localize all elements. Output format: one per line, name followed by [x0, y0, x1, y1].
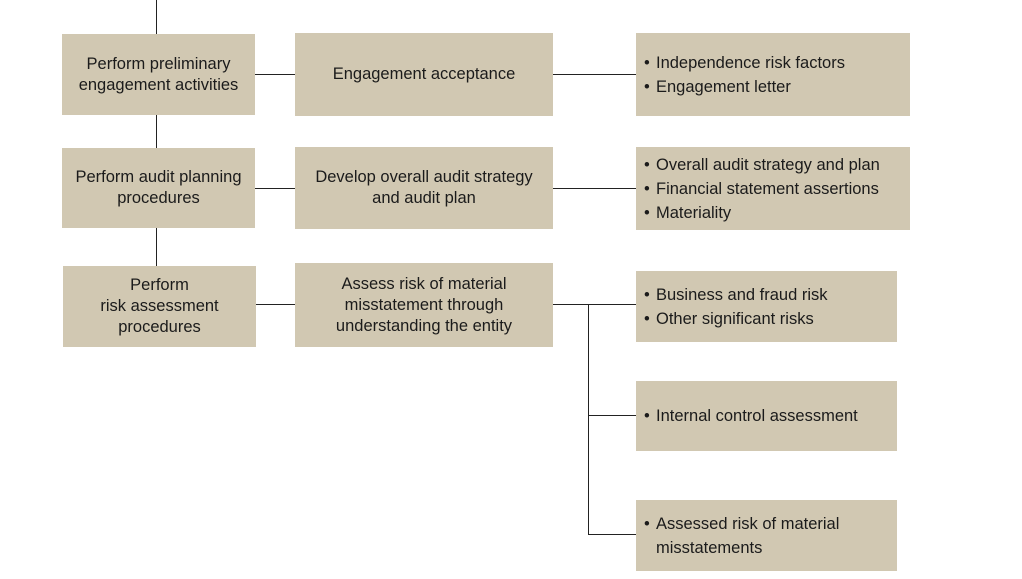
outcome-box-engagement-acceptance: [295, 33, 553, 116]
connector-detail-3c: [588, 534, 636, 535]
detail-bullet-list: [644, 512, 859, 560]
detail-bullet-item: • Materiality: [644, 201, 880, 225]
outcome-label-line: Develop overall audit strategy: [315, 168, 533, 186]
step-label-line: Perform preliminary: [86, 54, 231, 73]
outcome-box-assess-risk: [295, 263, 553, 347]
connector-middle-detail-1: [553, 74, 636, 75]
outcome-label-line: understanding the entity: [335, 316, 513, 335]
detail-box-risks: [636, 271, 897, 342]
outcome-label-line: Assess risk of material: [341, 274, 507, 293]
spine-connector-1-2: [156, 115, 157, 148]
detail-bullet-item: • Overall audit strategy and plan: [644, 153, 880, 177]
step-label-line: risk assessment: [100, 297, 219, 315]
detail-bullet-item: • Business and fraud risk: [644, 283, 828, 307]
detail-bullet-item: • Engagement letter: [644, 75, 845, 99]
connector-middle-detail-2: [553, 188, 636, 189]
detail-box-planning: [636, 147, 910, 230]
detail-bullet-item: • Internal control assessment: [644, 404, 858, 428]
detail-bullet-list: [644, 404, 858, 428]
detail-bullet-list: [644, 283, 828, 331]
detail-box-internal-control: [636, 381, 897, 451]
detail-bullet-item: • Financial statement assertions: [644, 177, 880, 201]
outcome-label-line: and audit plan: [372, 189, 476, 207]
step-box-audit-planning: [62, 148, 255, 228]
spine-connector-2-3: [156, 228, 157, 266]
detail-box-assessed-risk: [636, 500, 897, 571]
step-label-line: engagement activities: [78, 75, 239, 94]
step-box-risk-assessment: [63, 266, 256, 347]
connector-middle-detail-3a: [553, 304, 636, 305]
step-label-line: procedures: [118, 318, 201, 336]
step-label-line: Perform audit planning: [75, 168, 242, 186]
connector-left-middle-3: [256, 304, 295, 305]
spine-top-connector: [156, 0, 157, 34]
connector-left-middle-1: [255, 74, 295, 75]
connector-branch-trunk: [588, 304, 589, 535]
step-label-line: Perform: [130, 276, 189, 294]
connector-detail-3b: [588, 415, 636, 416]
step-label-line: procedures: [117, 189, 200, 207]
outcome-label-line: Engagement acceptance: [332, 65, 516, 83]
detail-bullet-item: • Independence risk factors: [644, 51, 845, 75]
detail-box-engagement: [636, 33, 910, 116]
detail-bullet-list: [644, 153, 880, 225]
detail-bullet-item: • Assessed risk of material misstatements: [644, 512, 859, 560]
step-box-preliminary-activities: [62, 34, 255, 115]
connector-left-middle-2: [255, 188, 295, 189]
outcome-box-audit-strategy: [295, 147, 553, 229]
outcome-label-line: misstatement through: [344, 295, 504, 314]
detail-bullet-list: [644, 51, 845, 99]
detail-bullet-item: • Other significant risks: [644, 307, 828, 331]
